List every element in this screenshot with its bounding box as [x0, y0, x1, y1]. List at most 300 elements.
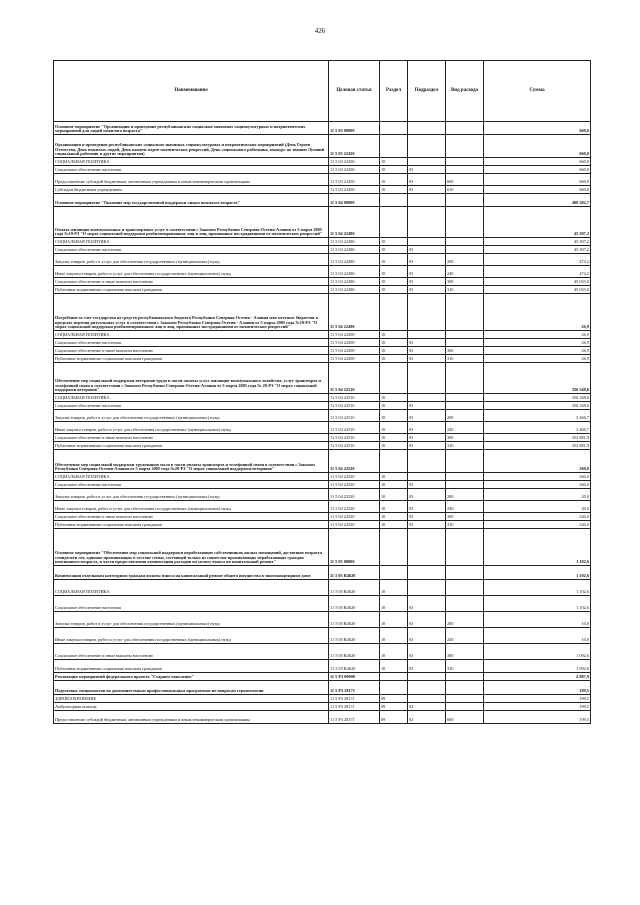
cell-type [446, 481, 484, 489]
table-row [54, 673, 591, 681]
table-row [54, 294, 591, 331]
cell-code: 11 5 04 22480 [329, 238, 380, 246]
cell-sum: 3 466,7 [484, 410, 591, 422]
table-row [54, 278, 591, 286]
cell-code: 11 5 04 22520 [329, 450, 380, 473]
cell-sec: 10 [380, 644, 408, 660]
cell-type: 240 [446, 266, 484, 278]
cell-sum: 45 507,2 [484, 207, 591, 238]
cell-sub: 03 [408, 339, 446, 347]
cell-sum: 45 033,0 [484, 286, 591, 294]
cell-sub [408, 207, 446, 238]
cell-sub [408, 238, 446, 246]
cell-sum: 199,5 [484, 681, 591, 695]
cell-name: Публичные нормативные социальные выплаты гражданам [54, 442, 329, 450]
table-row [54, 422, 591, 434]
cell-sum: 1 102,6 [484, 580, 591, 596]
table-row [54, 450, 591, 473]
cell-sec: 10 [380, 521, 408, 529]
header-section: Раздел [380, 61, 408, 122]
table-row [54, 186, 591, 194]
cell-type [446, 122, 484, 135]
cell-sum: 356 348,6 [484, 394, 591, 402]
header-subsection: Подраздел [408, 61, 446, 122]
cell-sum: 45 507,2 [484, 238, 591, 246]
table-row [54, 363, 591, 394]
cell-code: 11 5 05 R4620 [329, 596, 380, 612]
table-row [54, 660, 591, 673]
cell-sum: 352 881,9 [484, 442, 591, 450]
cell-sub [408, 331, 446, 339]
cell-name: Основное мероприятие "Оказание мер государственной поддержки лицам пожилого возраста" [54, 194, 329, 207]
cell-code: 11 5 03 22450 [329, 135, 380, 158]
cell-sum: 660,0 [484, 174, 591, 186]
cell-code: 11 5 05 R4620 [329, 644, 380, 660]
cell-sec: 10 [380, 186, 408, 194]
cell-sub [408, 673, 446, 681]
cell-sum: 660,0 [484, 122, 591, 135]
table-row [54, 434, 591, 442]
cell-sec [380, 529, 408, 566]
cell-code: 11 5 04 22510 [329, 422, 380, 434]
cell-sec: 10 [380, 166, 408, 174]
table-row [54, 135, 591, 158]
cell-sub: 03 [408, 596, 446, 612]
cell-sub: 03 [408, 489, 446, 501]
cell-type: 310 [446, 355, 484, 363]
cell-sum: 3 466,7 [484, 422, 591, 434]
cell-type: 310 [446, 660, 484, 673]
cell-type: 300 [446, 278, 484, 286]
table-row [54, 246, 591, 254]
cell-sec: 10 [380, 158, 408, 166]
table-row [54, 442, 591, 450]
cell-sec [380, 194, 408, 207]
table-row [54, 703, 591, 711]
cell-type [446, 681, 484, 695]
cell-sub: 03 [408, 347, 446, 355]
cell-sec: 10 [380, 628, 408, 644]
cell-sum: 1 102,6 [484, 566, 591, 580]
cell-sec: 10 [380, 402, 408, 410]
cell-sum: 4 887,9 [484, 673, 591, 681]
cell-name: Обеспечение мер социальной поддержки тружеников тыла в части оплаты транспорта и телефонной связи в соответствии с Законом Республики Северная Осетия-Алания от 5 марта 2005 года №20-РЗ "О мерах социальной поддержки ветеранов" [54, 450, 329, 473]
cell-code: 11 5 04 22480 [329, 278, 380, 286]
table-body [54, 122, 591, 724]
cell-code: 11 5 04 22480 [329, 286, 380, 294]
cell-type: 300 [446, 347, 484, 355]
cell-code: 11 5 04 22510 [329, 402, 380, 410]
table-row [54, 355, 591, 363]
cell-sum: 26,9 [484, 355, 591, 363]
cell-code: 11 5 03 00000 [329, 122, 380, 135]
cell-sum: 10,0 [484, 628, 591, 644]
cell-code: 11 5 05 R4620 [329, 612, 380, 628]
cell-code: 11 5 04 00000 [329, 194, 380, 207]
cell-type [446, 596, 484, 612]
cell-name: Закупка товаров, работ и услуг для обеспечения государственных (муниципальных) нужд [54, 489, 329, 501]
header-name: Наименование [54, 61, 329, 122]
cell-sum: 1 102,6 [484, 596, 591, 612]
cell-code: 11 5 04 22510 [329, 442, 380, 450]
cell-code: 11 5 03 22450 [329, 186, 380, 194]
cell-type [446, 194, 484, 207]
cell-code: 11 5 04 22480 [329, 207, 380, 238]
cell-sub: 02 [408, 711, 446, 724]
table-row [54, 566, 591, 580]
cell-name: СОЦИАЛЬНАЯ ПОЛИТИКА [54, 473, 329, 481]
cell-sum: 45 033,0 [484, 278, 591, 286]
cell-name: Публичные нормативные социальные выплаты гражданам [54, 286, 329, 294]
cell-code: 11 5 04 22510 [329, 363, 380, 394]
cell-name: Социальное обеспечение населения [54, 596, 329, 612]
cell-sum: 660,0 [484, 166, 591, 174]
cell-sum: 474,2 [484, 254, 591, 266]
cell-type: 200 [446, 612, 484, 628]
cell-name: Основное мероприятие "Обеспечение мер социальной поддержки неработающих собственников жилых помещений, достигших возраста семидесяти лет, одиноко проживающих в составе семьи, состоящей только из совместно проживающих неработающих граждан пенсионного возраста, в части предоставления компенсации расходов на уплату взноса на капитальный ремонт" [54, 529, 329, 566]
cell-sec: 10 [380, 339, 408, 347]
cell-name: Иные закупки товаров, работ и услуг для обеспечения государственных (муниципальных) нужд [54, 422, 329, 434]
cell-sub: 03 [408, 402, 446, 410]
cell-type: 240 [446, 628, 484, 644]
cell-sub: 03 [408, 254, 446, 266]
cell-type: 300 [446, 644, 484, 660]
table-row [54, 521, 591, 529]
cell-sub: 03 [408, 513, 446, 521]
cell-code: 11 5 04 22510 [329, 434, 380, 442]
cell-sum: 240,0 [484, 513, 591, 521]
cell-sec: 10 [380, 422, 408, 434]
cell-name: Социальное обеспечение и иные выплаты населению [54, 513, 329, 521]
cell-code: 11 5 04 22520 [329, 489, 380, 501]
cell-type: 310 [446, 286, 484, 294]
cell-type [446, 673, 484, 681]
cell-type [446, 473, 484, 481]
cell-type [446, 529, 484, 566]
cell-sum: 1 092,6 [484, 644, 591, 660]
cell-sec: 09 [380, 711, 408, 724]
cell-sum: 20,0 [484, 489, 591, 501]
cell-sub: 03 [408, 266, 446, 278]
cell-sum: 660,0 [484, 186, 591, 194]
cell-type [446, 695, 484, 703]
cell-sub [408, 122, 446, 135]
cell-sub [408, 681, 446, 695]
cell-sub: 03 [408, 644, 446, 660]
cell-name: Иные закупки товаров, работ и услуг для обеспечения государственных (муниципальных) нужд [54, 266, 329, 278]
cell-sub: 03 [408, 442, 446, 450]
cell-type [446, 238, 484, 246]
cell-name: Погребение за счет государства из средств республиканского бюджета Республики Северная Осетия - Алания или местных бюджетов в пределах перечня ритуальных услуг в соответствии с Законом Республики Северная Осетия - Алания от 5 марта 2005 года №19-РЗ "О мерах социальной поддержки реабилитированных лиц и лиц, признанных пострадавшими от политических репрессий" [54, 294, 329, 331]
cell-name: Социальное обеспечение и иные выплаты населению [54, 434, 329, 442]
cell-code: 11 5 04 22490 [329, 339, 380, 347]
table-row [54, 402, 591, 410]
cell-code: 11 5 03 22450 [329, 174, 380, 186]
cell-name: Социальное обеспечение и иные выплаты населению [54, 644, 329, 660]
cell-name: Закупка товаров, работ и услуг для обеспечения государственных (муниципальных) нужд [54, 612, 329, 628]
cell-name: Закупка товаров, работ и услуг для обеспечения государственных (муниципальных) нужд [54, 254, 329, 266]
cell-code: 11 5 05 R4620 [329, 660, 380, 673]
cell-sub [408, 566, 446, 580]
table-row [54, 513, 591, 521]
cell-sec: 10 [380, 355, 408, 363]
cell-sec [380, 673, 408, 681]
cell-sub [408, 394, 446, 402]
cell-type [446, 294, 484, 331]
cell-type [446, 402, 484, 410]
cell-name: СОЦИАЛЬНАЯ ПОЛИТИКА [54, 331, 329, 339]
cell-sum: 199,5 [484, 703, 591, 711]
cell-sub: 03 [408, 166, 446, 174]
cell-sum: 660,0 [484, 135, 591, 158]
cell-sub [408, 473, 446, 481]
cell-sec: 10 [380, 612, 408, 628]
cell-sum: 26,9 [484, 331, 591, 339]
cell-code: 11 5 04 22520 [329, 521, 380, 529]
cell-sub [408, 580, 446, 596]
cell-code: 11 5 04 22490 [329, 347, 380, 355]
cell-name: Социальное обеспечение и иные выплаты населению [54, 278, 329, 286]
header-sum: Сумма [484, 61, 591, 122]
cell-name: Подготовка специалистов по дополнительным профессиональным программам по вопросам геронтологии [54, 681, 329, 695]
cell-sub: 03 [408, 286, 446, 294]
table-row [54, 158, 591, 166]
table-row [54, 394, 591, 402]
cell-sub [408, 294, 446, 331]
cell-code: 11 5 04 22510 [329, 394, 380, 402]
cell-name: СОЦИАЛЬНАЯ ПОЛИТИКА [54, 238, 329, 246]
cell-type: 200 [446, 254, 484, 266]
cell-name: Социальное обеспечение населения [54, 402, 329, 410]
cell-code: 11 5 03 22450 [329, 166, 380, 174]
cell-sub: 03 [408, 612, 446, 628]
header-type: Вид расхода [446, 61, 484, 122]
cell-sec: 10 [380, 174, 408, 186]
cell-sum: 356 348,6 [484, 402, 591, 410]
cell-code: 11 5 04 22520 [329, 481, 380, 489]
cell-name: Основное мероприятие "Организация и проведение республиканских социально значимых социокультурных и патриотических мероприятий для людей пожилого возраста" [54, 122, 329, 135]
cell-sum: 45 507,2 [484, 246, 591, 254]
table-row [54, 122, 591, 135]
cell-sec: 10 [380, 254, 408, 266]
cell-type [446, 135, 484, 158]
cell-type [446, 394, 484, 402]
cell-type: 240 [446, 501, 484, 513]
cell-sec [380, 450, 408, 473]
cell-type [446, 363, 484, 394]
cell-sub: 03 [408, 355, 446, 363]
cell-code: 11 5 04 22490 [329, 294, 380, 331]
cell-sec: 10 [380, 596, 408, 612]
cell-sec: 10 [380, 410, 408, 422]
cell-sub: 03 [408, 186, 446, 194]
cell-code: 11 5 P3 28171 [329, 703, 380, 711]
cell-sec: 10 [380, 331, 408, 339]
cell-code: 11 5 04 22490 [329, 331, 380, 339]
cell-sec: 10 [380, 246, 408, 254]
cell-name: ЗДРАВООХРАНЕНИЕ [54, 695, 329, 703]
cell-name: Социальное обеспечение и иные выплаты населению [54, 347, 329, 355]
cell-sec [380, 681, 408, 695]
cell-type: 310 [446, 521, 484, 529]
cell-code: 11 5 05 R4620 [329, 566, 380, 580]
cell-type: 600 [446, 711, 484, 724]
cell-sub: 03 [408, 174, 446, 186]
cell-sec: 10 [380, 660, 408, 673]
cell-name: СОЦИАЛЬНАЯ ПОЛИТИКА [54, 394, 329, 402]
cell-type [446, 580, 484, 596]
cell-name: Закупка товаров, работ и услуг для обеспечения государственных (муниципальных) нужд [54, 410, 329, 422]
table-row [54, 194, 591, 207]
cell-sum: 352 881,9 [484, 434, 591, 442]
cell-type [446, 207, 484, 238]
table-row [54, 238, 591, 246]
cell-code: 11 5 05 00000 [329, 529, 380, 566]
table-row [54, 286, 591, 294]
cell-type: 200 [446, 410, 484, 422]
cell-type [446, 331, 484, 339]
table-row [54, 628, 591, 644]
cell-name: Публичные нормативные социальные выплаты гражданам [54, 355, 329, 363]
cell-code: 11 5 P3 28171 [329, 695, 380, 703]
cell-code: 11 5 04 22490 [329, 355, 380, 363]
cell-sub [408, 158, 446, 166]
cell-sum: 260,0 [484, 473, 591, 481]
table-row [54, 410, 591, 422]
page-number: 426 [314, 27, 326, 35]
cell-sub: 03 [408, 410, 446, 422]
cell-type [446, 166, 484, 174]
cell-sec: 10 [380, 473, 408, 481]
cell-name: Социальное обеспечение населения [54, 246, 329, 254]
cell-code: 11 5 04 22520 [329, 513, 380, 521]
cell-sub: 03 [408, 422, 446, 434]
cell-sub: 03 [408, 481, 446, 489]
cell-sec: 10 [380, 347, 408, 355]
table-row [54, 254, 591, 266]
cell-code: 11 5 04 22480 [329, 254, 380, 266]
cell-sub [408, 363, 446, 394]
cell-name: Публичные нормативные социальные выплаты гражданам [54, 521, 329, 529]
cell-sec: 10 [380, 513, 408, 521]
cell-name: Компенсация отдельным категориям граждан оплаты взноса на капитальный ремонт общего имущества в многоквартирном доме [54, 566, 329, 580]
cell-type [446, 158, 484, 166]
cell-name: Социальное обеспечение населения [54, 481, 329, 489]
cell-type [446, 703, 484, 711]
table-row [54, 174, 591, 186]
cell-sec: 10 [380, 278, 408, 286]
cell-sum: 400 202,7 [484, 194, 591, 207]
cell-sec [380, 135, 408, 158]
table-row [54, 711, 591, 724]
table-row [54, 473, 591, 481]
header-code: Целевая статья [329, 61, 380, 122]
budget-table [53, 60, 591, 724]
cell-name: Социальное обеспечение населения [54, 339, 329, 347]
cell-type [446, 339, 484, 347]
cell-sum: 474,2 [484, 266, 591, 278]
cell-sec: 10 [380, 501, 408, 513]
cell-name: СОЦИАЛЬНАЯ ПОЛИТИКА [54, 580, 329, 596]
table-row [54, 596, 591, 612]
cell-sec: 10 [380, 394, 408, 402]
cell-sec: 10 [380, 580, 408, 596]
cell-sum: 10,0 [484, 612, 591, 628]
cell-code: 11 5 P3 28171 [329, 681, 380, 695]
table-row [54, 266, 591, 278]
cell-code: 11 5 P3 28171 [329, 711, 380, 724]
cell-type: 300 [446, 434, 484, 442]
table-row [54, 529, 591, 566]
cell-name: Публичные нормативные социальные выплаты гражданам [54, 660, 329, 673]
cell-sum: 356 348,6 [484, 363, 591, 394]
cell-sub: 03 [408, 660, 446, 673]
cell-name: Социальное обеспечение населения [54, 166, 329, 174]
table-row [54, 339, 591, 347]
cell-sub [408, 194, 446, 207]
cell-sum: 20,0 [484, 501, 591, 513]
cell-type: 200 [446, 489, 484, 501]
cell-sec: 10 [380, 442, 408, 450]
cell-code: 11 5 05 R4620 [329, 628, 380, 644]
cell-type [446, 450, 484, 473]
cell-sec: 10 [380, 489, 408, 501]
cell-sec [380, 566, 408, 580]
table-row [54, 331, 591, 339]
table-row [54, 501, 591, 513]
cell-sec: 09 [380, 695, 408, 703]
cell-sub: 03 [408, 501, 446, 513]
cell-name: СОЦИАЛЬНАЯ ПОЛИТИКА [54, 158, 329, 166]
cell-sec: 10 [380, 481, 408, 489]
cell-sec [380, 363, 408, 394]
cell-code: 11 5 04 22480 [329, 266, 380, 278]
cell-name: Организация и проведение республиканских социально значимых социокультурных и патриотических мероприятий (День Героев Отечества, День пожилых людей, День памяти жертв политических репрессий, День социального работника, конкурс по званию Лучший социальный работник и другие мероприятия) [54, 135, 329, 158]
cell-name: Субсидии бюджетным учреждениям [54, 186, 329, 194]
cell-name: Реализация мероприятий федерального проекта "Старшее поколение" [54, 673, 329, 681]
table-row [54, 166, 591, 174]
cell-name: Иные закупки товаров, работ и услуг для обеспечения государственных (муниципальных) нужд [54, 628, 329, 644]
cell-code: 11 5 P3 00000 [329, 673, 380, 681]
cell-sec: 09 [380, 703, 408, 711]
cell-sec: 10 [380, 266, 408, 278]
cell-sum: 199,5 [484, 711, 591, 724]
cell-sec [380, 207, 408, 238]
cell-sec [380, 294, 408, 331]
cell-sum: 660,0 [484, 158, 591, 166]
cell-sub: 03 [408, 246, 446, 254]
cell-sub: 03 [408, 628, 446, 644]
cell-code: 11 5 04 22520 [329, 473, 380, 481]
cell-sum: 240,0 [484, 521, 591, 529]
cell-sub [408, 135, 446, 158]
cell-sub [408, 450, 446, 473]
cell-code: 11 5 04 22520 [329, 501, 380, 513]
cell-name: Иные закупки товаров, работ и услуг для обеспечения государственных (муниципальных) нужд [54, 501, 329, 513]
cell-sum: 199,5 [484, 695, 591, 703]
cell-sec [380, 122, 408, 135]
table-row [54, 489, 591, 501]
cell-type: 240 [446, 422, 484, 434]
cell-type: 310 [446, 442, 484, 450]
cell-sum: 26,9 [484, 294, 591, 331]
table-row [54, 481, 591, 489]
table-row [54, 695, 591, 703]
cell-sub: 02 [408, 703, 446, 711]
cell-type: 600 [446, 174, 484, 186]
cell-type [446, 566, 484, 580]
table-row [54, 580, 591, 596]
